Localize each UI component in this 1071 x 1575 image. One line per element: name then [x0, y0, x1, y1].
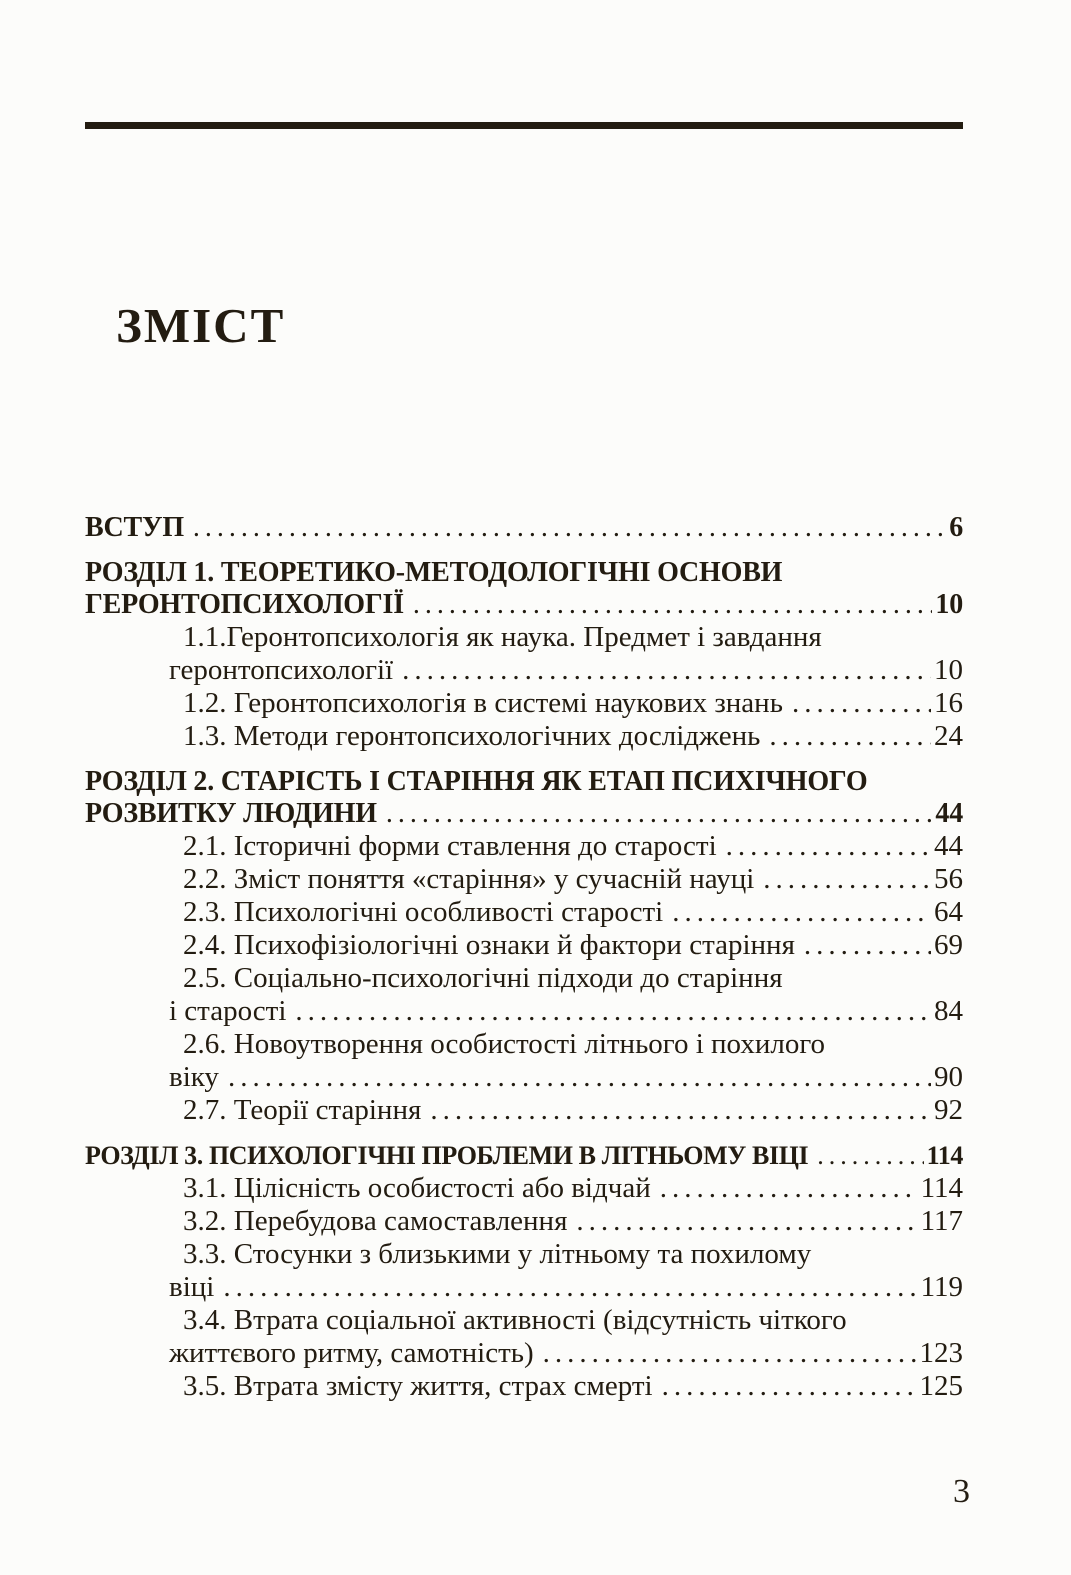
dot-leader [726, 830, 931, 863]
toc-entry-line [85, 589, 963, 621]
page-ref: 24 [934, 720, 963, 752]
dot-leader [193, 512, 946, 544]
toc-entry [85, 962, 963, 1028]
toc-entry-text: 2.3. Психологічні особливості старості [183, 896, 664, 928]
dot-leader [228, 1061, 931, 1094]
toc-entry-text: 1.2. Геронтопсихологія в системі наукових знань [183, 687, 783, 719]
page-ref: 125 [919, 1370, 963, 1402]
toc-entry [85, 863, 963, 896]
toc-entry-line [183, 863, 963, 896]
page-ref: 92 [934, 1094, 963, 1126]
toc-entry-text: РОЗДІЛ 3. ПСИХОЛОГІЧНІ ПРОБЛЕМИ В ЛІТНЬОМУ ВІЦІ [85, 1141, 809, 1170]
dot-leader [660, 1172, 918, 1205]
toc-entry-line [169, 654, 963, 687]
toc-entry-text: ВСТУП [85, 512, 184, 543]
page-ref: 117 [920, 1205, 963, 1237]
toc-entry-text: РОЗДІЛ 2. СТАРІСТЬ І СТАРІННЯ ЯК ЕТАП ПСИХІЧНОГО [85, 766, 868, 797]
toc-entry-line [183, 720, 963, 753]
dot-leader [817, 1140, 923, 1172]
toc-entry-line [85, 1140, 963, 1172]
toc-entry-line [169, 1271, 963, 1304]
page-ref: 10 [935, 589, 963, 620]
toc-entry [85, 1172, 963, 1205]
toc-entry-line [183, 1205, 963, 1238]
dot-leader [402, 654, 931, 687]
toc-entry-line [85, 798, 963, 830]
toc-entry-line [183, 1094, 963, 1127]
toc-entry [85, 1028, 963, 1094]
toc-entry-text: 2.4. Психофізіологічні ознаки й фактори старіння [183, 929, 795, 961]
toc-entry [85, 1140, 963, 1172]
toc-entry-text: і старості [169, 995, 287, 1027]
page-ref: 123 [919, 1337, 963, 1369]
toc-entry-line [85, 512, 963, 544]
toc-entry-text: РОЗВИТКУ ЛЮДИНИ [85, 798, 377, 829]
table-of-contents [85, 512, 963, 1403]
dot-leader [430, 1094, 931, 1127]
toc-entry-text: віці [169, 1271, 215, 1303]
dot-leader [804, 929, 931, 962]
toc-entry [85, 1238, 963, 1304]
page-ref: 119 [920, 1271, 963, 1303]
dot-leader [543, 1337, 917, 1370]
dot-leader [662, 1370, 917, 1403]
toc-entry-text: 1.3. Методи геронтопсихологічних досліджень [183, 720, 761, 752]
toc-entry-text: 3.4. Втрата соціальної активності (відсутність чіткого [183, 1304, 847, 1336]
page-ref: 6 [949, 512, 963, 543]
toc-entry-line [183, 1172, 963, 1205]
toc-entry-text: РОЗДІЛ 1. ТЕОРЕТИКО-МЕТОДОЛОГІЧНІ ОСНОВИ [85, 557, 783, 588]
toc-entry-text: 3.1. Цілісність особистості або відчай [183, 1172, 651, 1204]
page-ref: 114 [920, 1172, 963, 1204]
toc-entry-text: 1.1.Геронтопсихологія як наука. Предмет і завдання [183, 621, 822, 653]
page-ref: 44 [934, 830, 963, 862]
toc-entry-text: 3.5. Втрата змісту життя, страх смерті [183, 1370, 653, 1402]
toc-entry-line [183, 1370, 963, 1403]
toc-entry-line [169, 1337, 963, 1370]
toc-entry-line [183, 687, 963, 720]
dot-leader [792, 687, 931, 720]
toc-entry [85, 766, 963, 830]
toc-entry-line [183, 929, 963, 962]
page-ref: 64 [934, 896, 963, 928]
toc-entry [85, 929, 963, 962]
toc-entry [85, 557, 963, 621]
toc-entry [85, 830, 963, 863]
page-ref: 84 [934, 995, 963, 1027]
toc-entry-text: життєвого ритму, самотність) [169, 1337, 534, 1369]
toc-entry-line [183, 830, 963, 863]
dot-leader [295, 995, 931, 1028]
toc-entry-text: 2.7. Теорії старіння [183, 1094, 422, 1126]
page-ref: 69 [934, 929, 963, 961]
toc-entry-text: 2.2. Зміст поняття «старіння» у сучасній науці [183, 863, 755, 895]
toc-entry [85, 687, 963, 720]
toc-entry [85, 896, 963, 929]
toc-entry-text: ГЕРОНТОПСИХОЛОГІЇ [85, 589, 404, 620]
toc-entry-text: 3.3. Стосунки з близькими у літньому та похилому [183, 1238, 812, 1270]
toc-entry-line [169, 995, 963, 1028]
toc-entry [85, 720, 963, 753]
toc-entry [85, 1304, 963, 1370]
toc-entry-text: 3.2. Перебудова самоставлення [183, 1205, 568, 1237]
page-title: ЗМІСТ [116, 297, 286, 353]
header-rule [85, 122, 963, 129]
dot-leader [672, 896, 931, 929]
dot-leader [223, 1271, 917, 1304]
page-ref: 16 [934, 687, 963, 719]
toc-entry [85, 1094, 963, 1127]
toc-entry [85, 1370, 963, 1403]
folio-page-number: 3 [953, 1473, 970, 1510]
toc-entry-text: віку [169, 1061, 219, 1093]
page-ref: 44 [935, 798, 963, 829]
dot-leader [763, 863, 931, 896]
page-ref: 90 [934, 1061, 963, 1093]
dot-leader [386, 798, 933, 830]
dot-leader [576, 1205, 917, 1238]
toc-entry-text: геронтопсихології [169, 654, 394, 686]
dot-leader [769, 720, 931, 753]
toc-entry [85, 1205, 963, 1238]
toc-entry [85, 512, 963, 544]
toc-entry [85, 621, 963, 687]
toc-entry-line [169, 1061, 963, 1094]
toc-entry-text: 2.5. Соціально-психологічні підходи до старіння [183, 962, 783, 994]
toc-entry-line [183, 896, 963, 929]
page-ref: 56 [934, 863, 963, 895]
page-ref: 114 [926, 1141, 963, 1170]
page-ref: 10 [934, 654, 963, 686]
toc-entry-text: 2.6. Новоутворення особистості літнього і похилого [183, 1028, 825, 1060]
toc-entry-text: 2.1. Історичні форми ставлення до старості [183, 830, 717, 862]
dot-leader [413, 589, 933, 621]
